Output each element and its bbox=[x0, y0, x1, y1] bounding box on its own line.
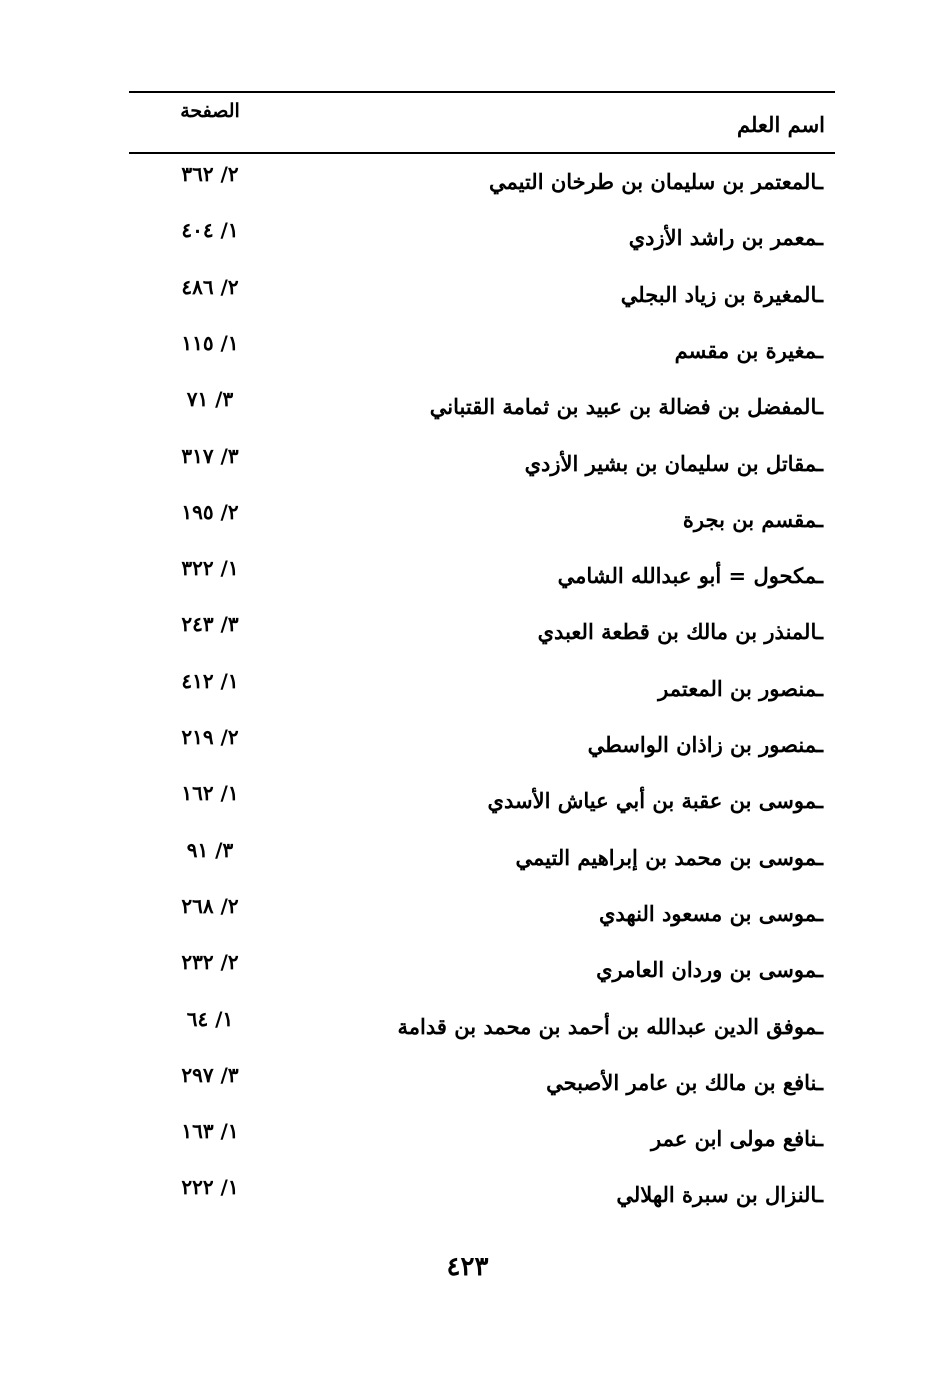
entry-name: ـموسى بن مسعود النهدي bbox=[598, 901, 823, 926]
index-entry bbox=[0, 275, 935, 315]
entry-page-ref: ٢/ ٢٦٨ bbox=[181, 894, 239, 918]
index-entry bbox=[0, 725, 935, 765]
index-entry bbox=[0, 218, 935, 258]
entry-name: ـمنصور بن المعتمر bbox=[658, 676, 823, 701]
entry-page-ref: ١/ ١١٥ bbox=[181, 331, 239, 355]
index-entry bbox=[0, 894, 935, 934]
entry-name: ـموسى بن وردان العامري bbox=[596, 957, 823, 982]
entry-name: ـموسى بن محمد بن إبراهيم التيمي bbox=[515, 845, 823, 870]
entry-page-ref: ٣/ ٩١ bbox=[186, 838, 234, 862]
entry-page-ref: ١/ ١٦٣ bbox=[181, 1119, 239, 1143]
index-entry bbox=[0, 1007, 935, 1047]
entry-name: ـنافع بن مالك بن عامر الأصبحي bbox=[546, 1070, 823, 1095]
entry-page-ref: ٣/ ٢٩٧ bbox=[181, 1063, 239, 1087]
entry-page-ref: ١/ ٦٤ bbox=[186, 1007, 234, 1031]
entry-name: ـمغيرة بن مقسم bbox=[674, 338, 823, 363]
index-entry bbox=[0, 331, 935, 371]
entry-name: ـالمعتمر بن سليمان بن طرخان التيمي bbox=[488, 169, 823, 194]
index-entry bbox=[0, 500, 935, 540]
entry-page-ref: ٢/ ٢٣٢ bbox=[181, 950, 239, 974]
entry-name: ـمعمر بن راشد الأزدي bbox=[628, 225, 823, 250]
entry-name: ـمقاتل بن سليمان بن بشير الأزدي bbox=[524, 451, 823, 476]
index-entry bbox=[0, 838, 935, 878]
entry-page-ref: ٣/ ٣١٧ bbox=[181, 444, 239, 468]
entry-page-ref: ١/ ٤١٢ bbox=[181, 669, 239, 693]
entry-name: ـالنزال بن سبرة الهلالي bbox=[616, 1182, 823, 1207]
index-entry bbox=[0, 556, 935, 596]
entry-name: ـنافع مولى ابن عمر bbox=[651, 1126, 823, 1151]
index-entry bbox=[0, 1119, 935, 1159]
entry-page-ref: ٢/ ٣٦٢ bbox=[181, 162, 239, 186]
entry-page-ref: ١/ ٣٢٢ bbox=[181, 556, 239, 580]
entry-name: ـالمفضل بن فضالة بن عبيد بن ثمامة القتباني bbox=[429, 394, 823, 419]
index-entry bbox=[0, 162, 935, 202]
entry-name: ـالمنذر بن مالك بن قطعة العبدي bbox=[537, 619, 823, 644]
column-header-name: اسم العلم bbox=[736, 112, 825, 137]
entry-name: ـموسى بن عقبة بن أبي عياش الأسدي bbox=[487, 788, 823, 813]
index-entry bbox=[0, 612, 935, 652]
entry-page-ref: ٣/ ٧١ bbox=[186, 387, 234, 411]
entry-page-ref: ١/ ٤٠٤ bbox=[181, 218, 239, 242]
page-number: ٤٢٣ bbox=[446, 1252, 489, 1282]
index-entry bbox=[0, 781, 935, 821]
entry-name: ـمكحول = أبو عبدالله الشامي bbox=[557, 563, 823, 588]
index-entry bbox=[0, 444, 935, 484]
column-header-page: الصفحة bbox=[180, 100, 240, 122]
index-entry bbox=[0, 1063, 935, 1103]
entry-name: ـالمغيرة بن زياد البجلي bbox=[620, 282, 823, 307]
index-entry bbox=[0, 387, 935, 427]
index-entry bbox=[0, 1175, 935, 1215]
index-entry bbox=[0, 950, 935, 990]
entry-page-ref: ٣/ ٢٤٣ bbox=[181, 612, 239, 636]
entry-name: ـموفق الدين عبدالله بن أحمد بن محمد بن قدامة bbox=[397, 1014, 823, 1039]
entry-page-ref: ١/ ٢٢٢ bbox=[181, 1175, 239, 1199]
entry-name: ـمنصور بن زاذان الواسطي bbox=[587, 732, 823, 757]
index-entry bbox=[0, 669, 935, 709]
entry-page-ref: ١/ ١٦٢ bbox=[181, 781, 239, 805]
entry-page-ref: ٢/ ٢١٩ bbox=[181, 725, 239, 749]
entry-name: ـمقسم بن بجرة bbox=[682, 507, 823, 532]
entry-page-ref: ٢/ ٤٨٦ bbox=[181, 275, 239, 299]
entry-page-ref: ٢/ ١٩٥ bbox=[181, 500, 239, 524]
